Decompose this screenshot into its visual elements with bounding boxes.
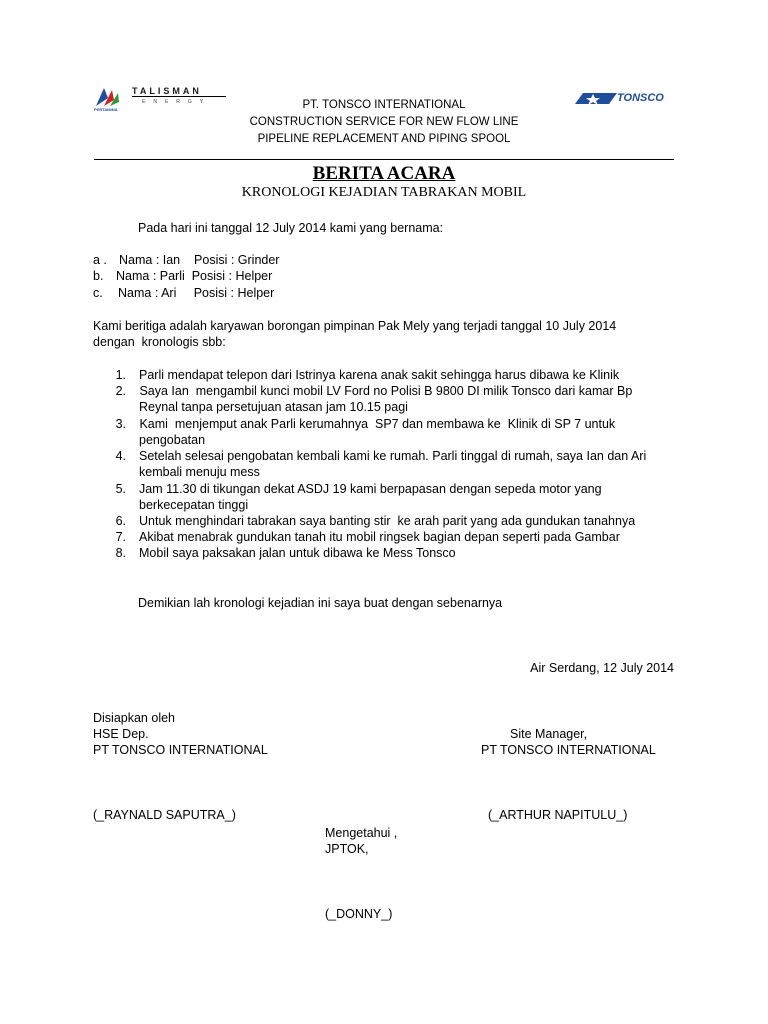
list-item: Akibat menabrak gundukan tanah itu mobil ringsek bagian depan seperti pada Gambar bbox=[139, 530, 620, 544]
list-item: Kami menjemput anak Parli kerumahnya SP7 dan membawa ke Klinik di SP 7 untuk bbox=[136, 417, 616, 431]
list-item: Jam 11.30 di tikungan dekat ASDJ 19 kami berpapasan dengan sepeda motor yang bbox=[139, 482, 602, 496]
acknowledged-title: JPTOK, bbox=[325, 842, 369, 856]
list-item: Setelah selesai pengobatan kembali kami ke rumah. Parli tinggal di rumah, saya Ian dan Ari bbox=[139, 449, 647, 463]
list-item: Mobil saya paksakan jalan untuk dibawa ke Mess Tonsco bbox=[139, 546, 456, 560]
talisman-wordmark: TALISMAN bbox=[132, 86, 202, 96]
person-info: Nama : Ari Posisi : Helper bbox=[118, 286, 275, 300]
list-number: 6. bbox=[115, 514, 126, 528]
acknowledged-label: Mengetahui , bbox=[325, 826, 398, 840]
document-subtitle: KRONOLOGI KEJADIAN TABRAKAN MOBIL bbox=[241, 185, 527, 200]
list-item-continuation: Reynal tanpa persetujuan atasan jam 10.15 pagi bbox=[139, 400, 408, 414]
pertamina-wordmark: PERTAMINA bbox=[94, 107, 118, 112]
person-letter: a . bbox=[93, 253, 107, 267]
paragraph-line: dengan kronologis sbb: bbox=[93, 335, 226, 349]
list-item: Parli mendapat telepon dari Istrinya karena anak sakit sehingga harus dibawa ke Klinik bbox=[139, 368, 620, 382]
intro-text: Pada hari ini tanggal 12 July 2014 kami yang bernama: bbox=[138, 221, 444, 235]
site-manager-company: PT TONSCO INTERNATIONAL bbox=[481, 743, 656, 757]
list-number: 1. bbox=[115, 368, 126, 382]
paragraph-line: Kami beritiga adalah karyawan borongan pimpinan Pak Mely yang terjadi tanggal 10 July 2014 bbox=[93, 319, 617, 333]
tonsco-wordmark: TONSCO bbox=[617, 92, 664, 104]
energy-wordmark: ENERGY bbox=[142, 99, 212, 105]
list-number: 8. bbox=[115, 546, 126, 560]
person-info: Nama : Ian Posisi : Grinder bbox=[119, 253, 280, 267]
place-date: Air Serdang, 12 July 2014 bbox=[530, 661, 674, 675]
closing-statement: Demikian lah kronologi kejadian ini saya buat dengan sebenarnya bbox=[138, 596, 503, 610]
prepared-by-dept: HSE Dep. bbox=[93, 727, 149, 741]
document-title-text: BERITA ACARA bbox=[312, 163, 456, 184]
list-number: 5. bbox=[115, 482, 126, 496]
list-number: 2. bbox=[115, 384, 126, 398]
document-title bbox=[0, 163, 768, 185]
prepared-by-name: (_RAYNALD SAPUTRA_) bbox=[93, 808, 236, 822]
site-manager-label: Site Manager, bbox=[510, 727, 588, 741]
list-item: Untuk menghindari tabrakan saya banting stir ke arah parit yang ada gundukan tanahnya bbox=[139, 514, 636, 528]
list-item-continuation: pengobatan bbox=[139, 433, 206, 447]
person-info: Nama : Parli Posisi : Helper bbox=[116, 269, 273, 283]
project-line-2: PIPELINE REPLACEMENT AND PIPING SPOOL bbox=[257, 133, 511, 145]
site-manager-name: (_ARTHUR NAPITULU_) bbox=[488, 808, 628, 822]
list-item-continuation: kembali menuju mess bbox=[139, 465, 260, 479]
prepared-by-label: Disiapkan oleh bbox=[93, 711, 175, 725]
list-number: 7. bbox=[115, 530, 126, 544]
acknowledged-name: (_DONNY_) bbox=[325, 907, 393, 921]
list-number: 4. bbox=[115, 449, 126, 463]
list-item-continuation: berkecepatan tinggi bbox=[139, 498, 249, 512]
project-line-1: CONSTRUCTION SERVICE FOR NEW FLOW LINE bbox=[249, 116, 519, 128]
person-letter: b. bbox=[93, 269, 104, 283]
list-number: 3. bbox=[115, 417, 126, 431]
person-letter: c. bbox=[93, 286, 103, 300]
header-divider bbox=[94, 159, 674, 160]
list-item: Saya Ian mengambil kunci mobil LV Ford no Polisi B 9800 DI milik Tonsco dari kamar Bp bbox=[136, 384, 633, 398]
company-name: PT. TONSCO INTERNATIONAL bbox=[302, 99, 466, 111]
prepared-by-company: PT TONSCO INTERNATIONAL bbox=[93, 743, 268, 757]
